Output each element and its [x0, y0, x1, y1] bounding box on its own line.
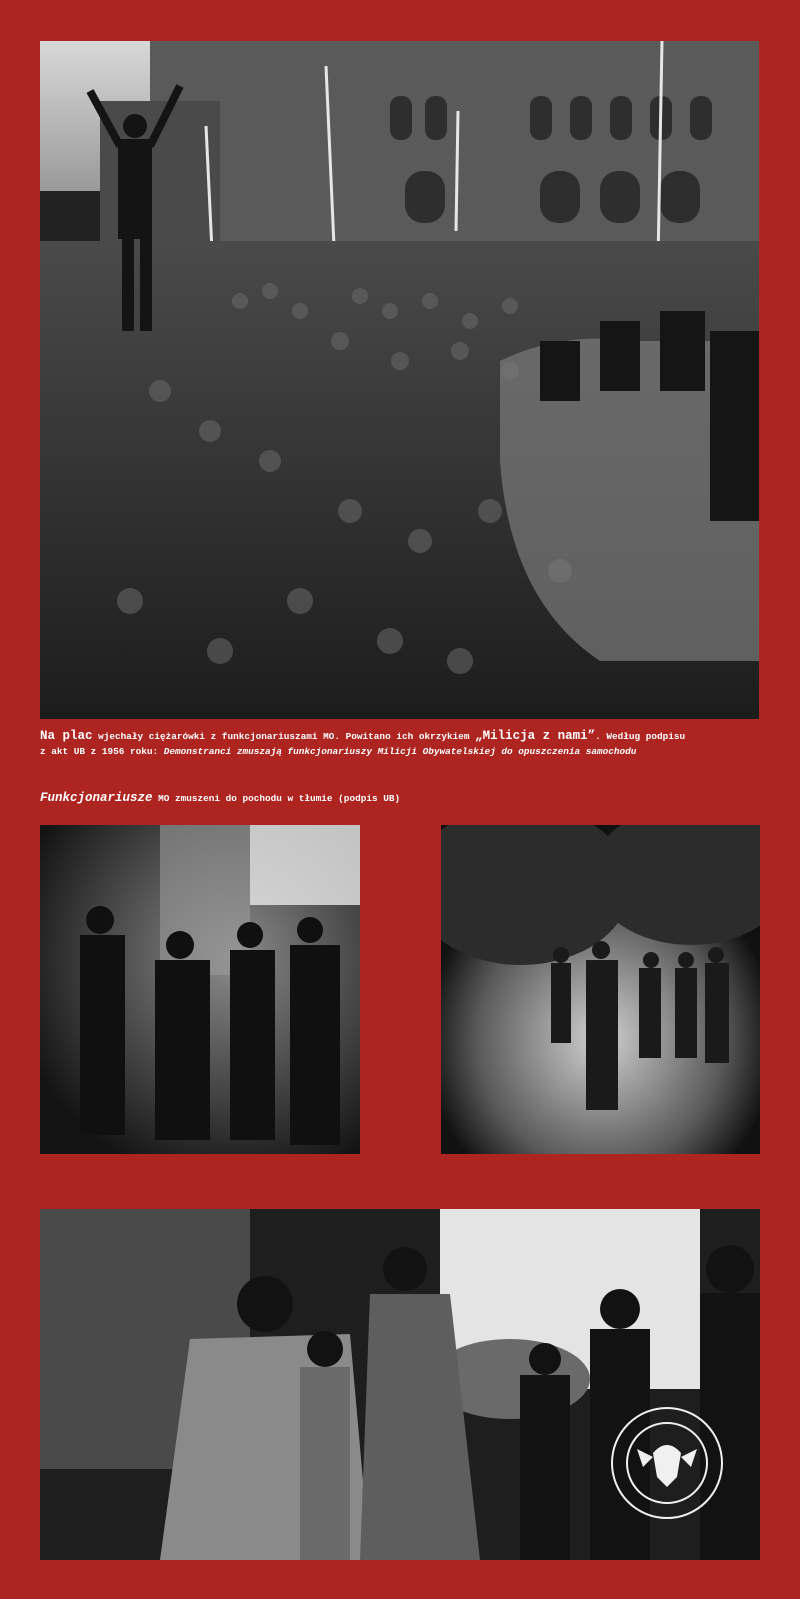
photo-officers-in-crowd — [40, 1209, 760, 1560]
caption-main-line1-text: wjechały ciężarówki z funkcjonariuszami MO. Powitano ich okrzykiem — [92, 731, 476, 742]
photo-youths-and-officers — [40, 825, 360, 1154]
caption-main-line-1 — [40, 729, 760, 744]
caption-sub — [40, 791, 760, 806]
photo-crowd-square — [40, 41, 759, 719]
caption-main-line-2 — [40, 744, 760, 759]
caption-main-line1-tail: . Według podpisu — [595, 731, 686, 742]
caption-main-line2-text: z akt UB z 1956 roku: — [40, 746, 164, 757]
caption-main-lead: Na plac — [40, 729, 93, 743]
caption-main-quote: „Milicja z nami” — [475, 729, 596, 743]
caption-sub-text: MO zmuszeni do pochodu w tłumie (podpis UB) — [152, 793, 401, 804]
photo-officers-marching — [441, 825, 760, 1154]
caption-main — [40, 729, 760, 759]
caption-sub-lead: Funkcjonariusze — [40, 791, 153, 805]
caption-main-line2-italic: Demonstranci zmuszają funkcjonariuszy Milicji Obywatelskiej do opuszczenia samochodu — [163, 746, 637, 757]
